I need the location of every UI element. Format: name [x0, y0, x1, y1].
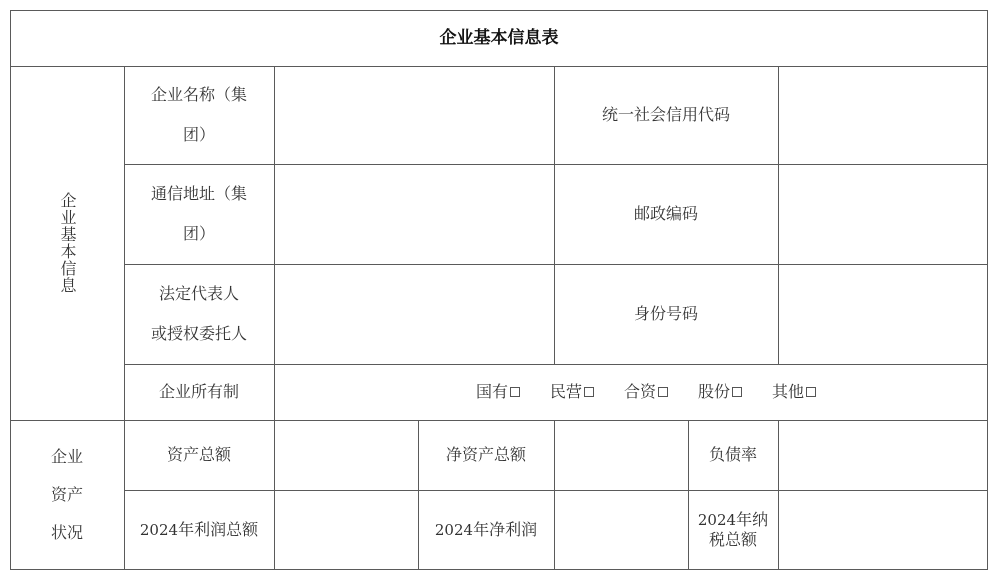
- address-field[interactable]: [274, 164, 554, 264]
- net-profit-label: [418, 490, 554, 570]
- tax-total-line-1: [698, 511, 768, 529]
- ownership-options: [274, 364, 988, 420]
- border-left: [10, 10, 11, 570]
- net-profit-text: 年净利润: [473, 520, 538, 539]
- ownership-option-state-label: 国有: [475, 382, 508, 401]
- vline-label: [274, 66, 275, 570]
- profit-total-field[interactable]: [274, 490, 418, 570]
- hline-section: [10, 420, 988, 421]
- border-right: [987, 10, 988, 570]
- company-name-label: [124, 66, 274, 164]
- postal-code-field[interactable]: [778, 164, 988, 264]
- hline-assets: [124, 490, 988, 491]
- ownership-option-shares[interactable]: [698, 384, 742, 400]
- legal-rep-field[interactable]: [274, 264, 554, 364]
- legal-rep-label: [124, 264, 274, 364]
- table-title: 企业基本信息表: [439, 27, 559, 48]
- hline-row3: [124, 364, 988, 365]
- tax-total-label: [688, 490, 778, 570]
- postal-code-label: 邮政编码: [633, 204, 698, 223]
- ownership-option-other-label: 其他: [772, 382, 805, 401]
- section-asset-status: [10, 420, 124, 570]
- profit-total-label: [124, 490, 274, 570]
- enterprise-info-table: [10, 10, 988, 570]
- border-bottom: [10, 569, 988, 570]
- vline-assets-d: [778, 420, 779, 570]
- checkbox-icon[interactable]: [584, 387, 594, 397]
- total-assets-label: 资产总额: [166, 445, 231, 464]
- vline-right-top: [778, 66, 779, 364]
- ownership-option-state[interactable]: [476, 384, 520, 400]
- section-asset-line-2: 资产: [50, 485, 83, 504]
- id-number-label: 身份号码: [633, 304, 698, 323]
- net-assets-field[interactable]: [554, 420, 688, 490]
- company-name-label-line-1: 企业名称（集: [150, 85, 247, 104]
- border-top: [10, 10, 988, 11]
- address-label-line-2: 团）: [182, 224, 215, 243]
- section-basic-info-label: 企业基本信息: [58, 192, 77, 294]
- company-name-field[interactable]: [274, 66, 554, 164]
- hline-row1: [124, 164, 988, 165]
- vline-assets-b: [554, 420, 555, 570]
- vline-assets-c: [688, 420, 689, 570]
- tax-total-line-1-text: 年纳: [736, 509, 769, 529]
- vline-mid-top: [554, 66, 555, 364]
- profit-total-text: 年利润总额: [178, 520, 259, 539]
- profit-total-year: 2024: [139, 520, 179, 539]
- hline-title: [10, 66, 988, 67]
- hline-row2: [124, 264, 988, 265]
- ownership-option-other[interactable]: [772, 384, 816, 400]
- legal-rep-label-line-1: 法定代表人: [158, 284, 239, 303]
- tax-total-field[interactable]: [778, 490, 988, 570]
- section-basic-info: [10, 66, 124, 420]
- debt-ratio-label: 负债率: [708, 445, 757, 464]
- checkbox-icon[interactable]: [510, 387, 520, 397]
- id-number-field[interactable]: [778, 264, 988, 364]
- net-profit-field[interactable]: [554, 490, 688, 570]
- address-label-line-1: 通信地址（集: [150, 184, 247, 203]
- section-asset-line-1: 企业: [50, 447, 83, 466]
- net-assets-label: 净资产总额: [445, 445, 526, 464]
- section-asset-line-3: 状况: [50, 523, 83, 542]
- ownership-option-shares-label: 股份: [698, 382, 731, 401]
- ownership-option-joint-label: 合资: [623, 382, 656, 401]
- credit-code-label: 统一社会信用代码: [601, 105, 730, 124]
- ownership-option-private[interactable]: [550, 384, 594, 400]
- tax-total-year: 2024: [697, 510, 737, 529]
- vline-assets-a: [418, 420, 419, 570]
- net-profit-year: 2024: [434, 520, 474, 539]
- legal-rep-label-line-2: 或授权委托人: [150, 324, 247, 343]
- debt-ratio-field[interactable]: [778, 420, 988, 490]
- ownership-option-private-label: 民营: [549, 382, 582, 401]
- company-name-label-line-2: 团）: [182, 125, 215, 144]
- address-label: [124, 164, 274, 264]
- total-assets-field[interactable]: [274, 420, 418, 490]
- checkbox-icon[interactable]: [658, 387, 668, 397]
- ownership-option-joint[interactable]: [624, 384, 668, 400]
- vline-section: [124, 66, 125, 570]
- checkbox-icon[interactable]: [732, 387, 742, 397]
- checkbox-icon[interactable]: [806, 387, 816, 397]
- credit-code-field[interactable]: [778, 66, 988, 164]
- ownership-label: 企业所有制: [158, 382, 239, 401]
- tax-total-line-2: 税总额: [708, 530, 757, 549]
